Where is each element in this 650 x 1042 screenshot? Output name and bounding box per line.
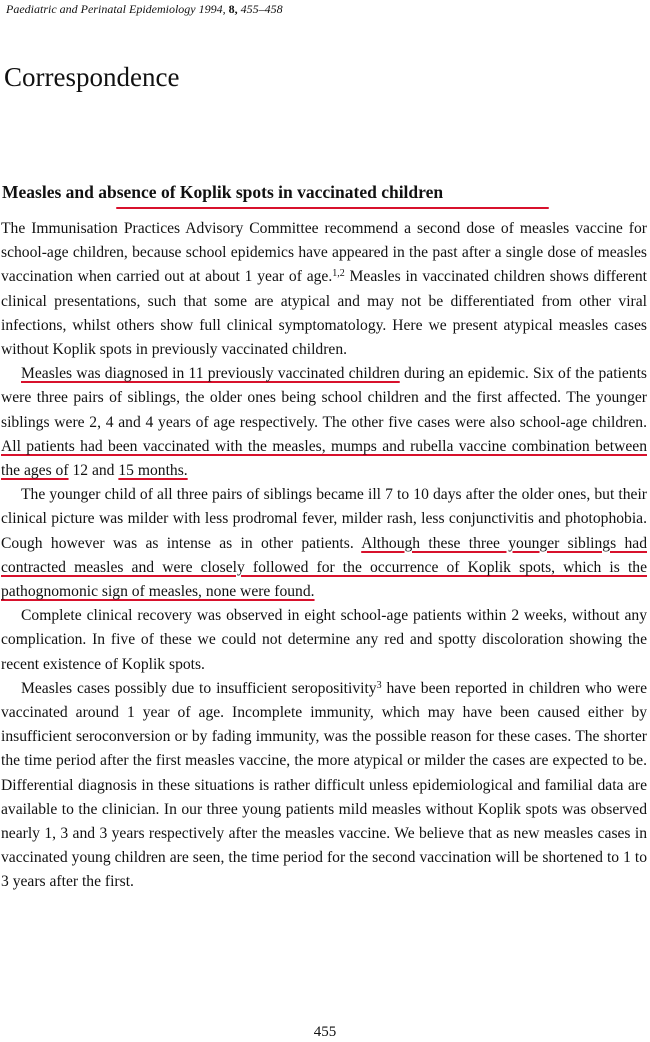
article-title-part2: absence of Koplik spots in vaccinated children xyxy=(98,182,444,202)
highlighted-text: 15 months. xyxy=(118,462,188,480)
title-highlight-underline xyxy=(116,207,549,209)
highlighted-text: Although these three younger siblings had contracted measles and were closely followed for the occurrence of Koplik spots, which is the pathognomonic sign of measles, none were found. xyxy=(1,534,647,601)
paragraph-text: Measles cases possibly due to insufficient seropositivity xyxy=(21,679,377,697)
paragraph xyxy=(1,677,647,895)
section-title: Correspondence xyxy=(4,62,180,92)
journal-year: 1994, xyxy=(198,2,226,16)
reference-superscript: 1,2 xyxy=(332,268,345,280)
paragraph-text: The younger child of all three pairs of siblings became ill 7 to 10 days after the older ones, but their clinical picture was milder with less prodromal fever, milder rash, less conjunctivitis and photophobia. Cough however was as intense as in other patients. xyxy=(1,486,647,552)
paragraph xyxy=(1,483,647,604)
journal-volume: 8, xyxy=(228,2,238,16)
paragraph xyxy=(1,362,647,483)
paragraph xyxy=(1,604,647,677)
paragraph xyxy=(1,217,647,362)
journal-pages: 455–458 xyxy=(240,2,283,16)
paragraph-text: during an epidemic. Six of the patients were three pairs of siblings, the older ones being school children and the first affected. The younger siblings were 2, 4 and 4 years of age respectively. The other five cases were also school-age children. xyxy=(1,365,647,431)
page-number: 455 xyxy=(313,1024,337,1040)
reference-superscript: 3 xyxy=(376,679,382,691)
highlighted-text: All patients had been vaccinated with the measles, mumps and rubella vaccine combination between the ages of xyxy=(1,437,647,480)
highlighted-text: Measles was diagnosed in 11 previously vaccinated children xyxy=(21,365,400,383)
paragraph-text: Measles in vaccinated children shows different clinical presentations, such that some are atypical and may not be differentiated from other viral infections, whilst others show full clinical symptomatology. Here we present atypical measles cases without Koplik spots in previously vaccinated children. xyxy=(1,268,647,359)
paragraph-text: have been reported in children who were vaccinated around 1 year of age. Incomplete immunity, which may have been caused either by insufficient seroconversion or by fading immunity, was the possible reason for these cases. The shorter the time period after the first measles vaccine, the more atypical or milder the cases are expected to be. Differential diagnosis in these situations is rather difficult unless epidemiological and familial data are available to the clinician. In our three young patients mild measles without Koplik spots was observed nearly 1, 3 and 3 years respectively after the measles vaccine. We believe that as new measles cases in vaccinated young children are seen, the time period for the second vaccination will be shortened to 1 to 3 years after the first. xyxy=(1,679,647,891)
journal-citation xyxy=(6,2,283,17)
article-body xyxy=(1,217,647,895)
article-title xyxy=(2,182,443,203)
article-title-part1: Measles and xyxy=(2,182,99,202)
paragraph-text: The Immunisation Practices Advisory Committee recommend a second dose of measles vaccine for school-age children, because school epidemics have appeared in the past after a single dose of measles vaccination when carried out at about 1 year of age. xyxy=(1,220,647,286)
paragraph-text: 12 and xyxy=(68,462,119,480)
journal-name: Paediatric and Perinatal Epidemiology xyxy=(6,2,196,16)
paragraph-text: Complete clinical recovery was observed in eight school-age patients within 2 weeks, without any complication. In five of these we could not determine any red and spotty discoloration showing the recent existence of Koplik spots. xyxy=(1,607,647,673)
